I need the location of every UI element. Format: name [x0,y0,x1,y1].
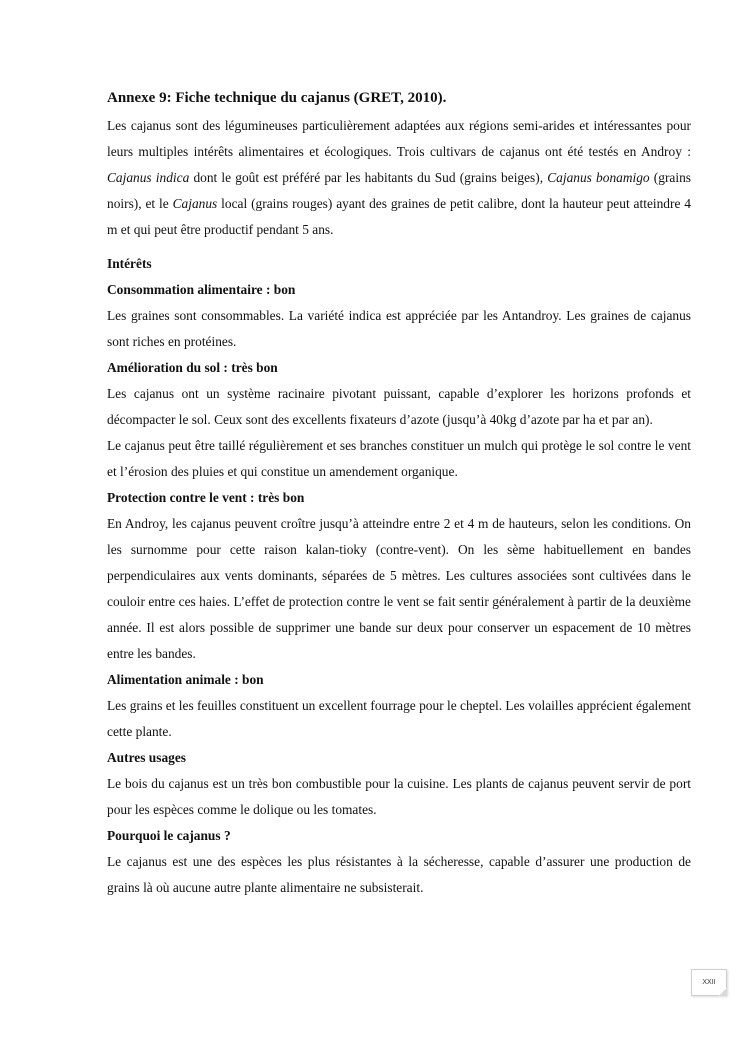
intro-paragraph [107,113,691,243]
document-page [107,88,691,901]
intro-text-2: dont le goût est préféré par les habitants du Sud (grains beiges), [189,170,548,185]
sol-heading: Amélioration du sol : très bon [107,360,278,375]
intro-italic-cajanus: Cajanus [172,196,218,211]
sol-paragraph-2: Le cajanus peut être taillé régulièrement et ses branches constituer un mulch qui protège le sol contre le vent et l’érosion des pluies et qui constitue un amendement organique. [107,438,691,479]
vent-heading: Protection contre le vent : très bon [107,490,305,505]
intro-italic-indica: Cajanus indica [107,170,190,185]
autres-heading: Autres usages [107,750,186,765]
autres-paragraph: Le bois du cajanus est un très bon combustible pour la cuisine. Les plants de cajanus peuvent servir de port pour les espèces comme le dolique ou les tomates. [107,776,691,817]
vent-paragraph: En Androy, les cajanus peuvent croître jusqu’à atteindre entre 2 et 4 m de hauteurs, selon les conditions. On les surnomme pour cette raison kalan-tioky (contre-vent). On les sème habituellement en bandes perpendiculaires aux vents dominants, séparées de 5 mètres. Les cultures associées sont cultivées dans le couloir entre ces haies. L’effet de protection contre le vent se fait sentir généralement à partir de la deuxième année. Il est alors possible de supprimer une bande sur deux pour conserver un espacement de 10 mètres entre les bandes. [107,516,691,661]
consommation-heading: Consommation alimentaire : bon [107,282,296,297]
pourquoi-heading: Pourquoi le cajanus ? [107,828,231,843]
page-title: Annexe 9: Fiche technique du cajanus (GRET, 2010). [107,90,447,106]
intro-text-3: (grains noirs), et le [107,170,691,211]
animale-paragraph: Les grains et les feuilles constituent un excellent fourrage pour le cheptel. Les volailles apprécient également cette plante. [107,698,691,739]
intro-text-1: Les cajanus sont des légumineuses particulièrement adaptées aux régions semi-arides et intéressantes pour leurs multiples intérêts alimentaires et écologiques. Trois cultivars de cajanus ont été testés en Androy : [107,118,691,159]
interets-heading: Intérêts [107,256,152,271]
sol-paragraph-1: Les cajanus ont un système racinaire pivotant puissant, capable d’explorer les horizons profonds et décompacter le sol. Ceux sont des excellents fixateurs d’azote (jusqu’à 40kg d’azote par ha et par an). [107,386,691,427]
pourquoi-paragraph: Le cajanus est une des espèces les plus résistantes à la sécheresse, capable d’assurer une production de grains là où aucune autre plante alimentaire ne subsisterait. [107,854,691,895]
intro-italic-bonamigo: Cajanus bonamigo [547,170,650,185]
consommation-paragraph: Les graines sont consommables. La variété indica est appréciée par les Antandroy. Les graines de cajanus sont riches en protéines. [107,308,691,349]
page-number: XXII [691,969,727,996]
intro-text-4: local (grains rouges) ayant des graines de petit calibre, dont la hauteur peut atteindre 4 m et qui peut être productif pendant 5 ans. [107,196,691,237]
animale-heading: Alimentation animale : bon [107,672,264,687]
